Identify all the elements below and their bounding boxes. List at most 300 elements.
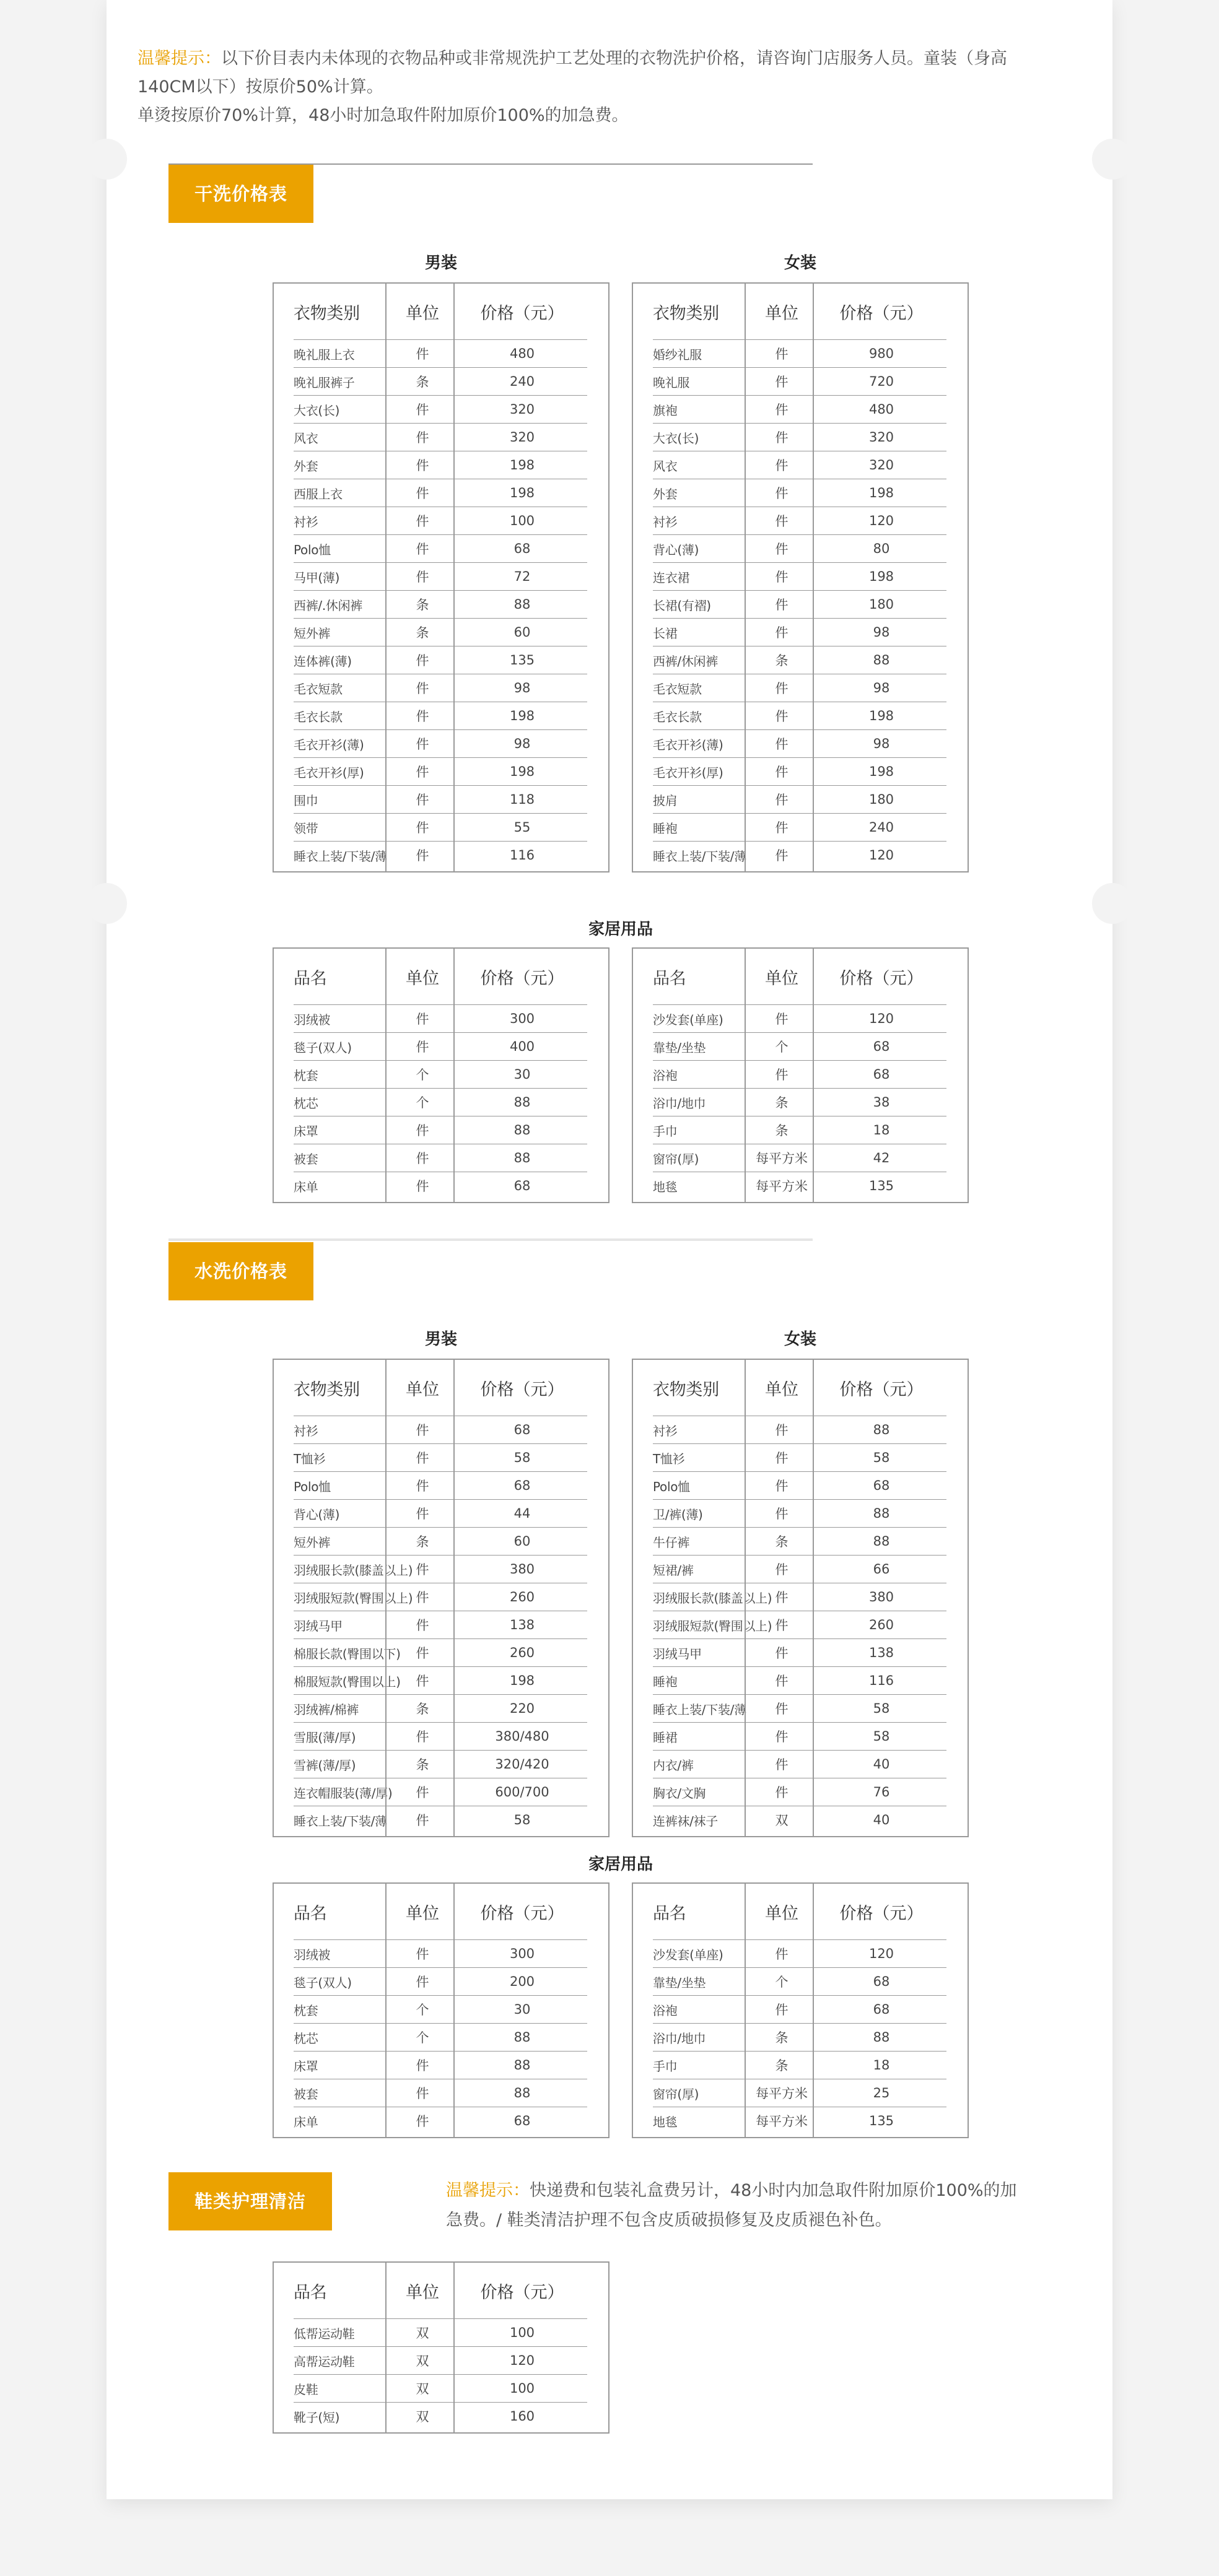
item-name: 羽绒服长款(膝盖以上): [653, 1590, 772, 1606]
item-unit: 件: [416, 1423, 429, 1438]
item-name: 牛仔裤: [653, 1534, 690, 1550]
wet-section-title: 水洗价格表: [168, 1242, 313, 1300]
item-name: Polo恤: [653, 1479, 690, 1494]
item-unit: 条: [416, 1534, 429, 1549]
table-row: [653, 2024, 946, 2052]
column-header: 价格（元）: [839, 1380, 924, 1399]
item-price: 198: [509, 458, 535, 472]
item-name: 浴袍: [653, 2003, 678, 2018]
column-header: 单位: [765, 1904, 798, 1923]
shoes-notice-label: 温馨提示：: [446, 2181, 530, 2200]
item-price: 58: [513, 1450, 531, 1465]
item-unit: 件: [416, 430, 429, 445]
item-price: 68: [513, 541, 531, 556]
item-unit: 件: [775, 1785, 789, 1800]
column-header: 价格（元）: [480, 1904, 564, 1923]
table-row: [294, 1472, 587, 1500]
item-price: 80: [873, 541, 890, 556]
item-unit: 个: [775, 1040, 789, 1055]
item-unit: 件: [775, 1562, 789, 1577]
item-price: 180: [868, 597, 894, 612]
item-name: 窗帘(厚): [653, 2086, 699, 2102]
table-row: [653, 396, 946, 424]
item-name: Polo恤: [294, 1479, 331, 1494]
table-row: [294, 786, 587, 814]
item-unit: 双: [416, 2382, 429, 2396]
item-price: 160: [509, 2409, 535, 2424]
item-unit: 个: [416, 2003, 429, 2017]
item-name: 睡衣上装/下装/薄: [294, 1813, 387, 1829]
table-row: [294, 1583, 587, 1611]
table-row: [653, 674, 946, 702]
table-row: [653, 1556, 946, 1583]
column-header: 品名: [294, 968, 327, 988]
item-price: 120: [868, 1946, 894, 1961]
item-name: 晚礼服上衣: [294, 347, 355, 362]
shoes-notice-body: 快递费和包装礼盒费另计，48小时内加急取件附加原价100%的加急费。/ 鞋类清洁护理不包含皮质破损修复及皮质褪色补色。: [446, 2181, 1017, 2230]
item-price: 320: [868, 458, 894, 472]
table-row: [294, 1416, 587, 1444]
item-unit: 件: [416, 1123, 429, 1138]
table-row: [653, 786, 946, 814]
table-row: [294, 842, 587, 869]
item-price: 198: [509, 764, 535, 779]
table-row: [653, 1500, 946, 1528]
item-name: 毛衣短款: [294, 681, 343, 697]
item-unit: 条: [416, 1702, 429, 1717]
wet-section-divider: [168, 1238, 813, 1241]
item-name: 短外裤: [294, 625, 331, 641]
table-header: [294, 284, 587, 340]
item-unit: 条: [775, 1095, 789, 1110]
item-unit: 件: [775, 1479, 789, 1494]
table-row: [294, 1556, 587, 1583]
item-price: 320: [509, 402, 535, 417]
item-name: 婚纱礼服: [653, 347, 702, 362]
item-name: Polo恤: [294, 542, 331, 557]
item-price: 40: [873, 1757, 890, 1772]
item-unit: 件: [416, 1674, 429, 1689]
table-row: [294, 563, 587, 591]
item-price: 198: [509, 485, 535, 500]
item-name: 睡衣上装/下装/薄: [653, 848, 746, 864]
item-name: 短外裤: [294, 1534, 331, 1550]
item-name: 衬衫: [294, 1423, 318, 1438]
table-row: [653, 702, 946, 730]
item-name: 羽绒被: [294, 1012, 331, 1027]
table-row: [294, 451, 587, 479]
table-row: [653, 1172, 946, 1199]
item-name: 大衣(长): [294, 402, 340, 418]
item-price: 98: [873, 681, 890, 695]
table-header: [294, 1884, 587, 1940]
item-price: 98: [513, 681, 531, 695]
item-unit: 件: [775, 486, 789, 501]
item-price: 138: [509, 1617, 535, 1632]
item-unit: 件: [416, 542, 429, 557]
table-row: [653, 842, 946, 869]
item-unit: 件: [416, 1646, 429, 1661]
item-unit: 件: [416, 1785, 429, 1800]
item-name: 短裙/裤: [653, 1562, 694, 1578]
wet-men-table: [273, 1359, 610, 1837]
item-price: 120: [868, 513, 894, 528]
item-name: 雪服(薄/厚): [294, 1730, 356, 1745]
item-unit: 件: [775, 1618, 789, 1633]
item-name: 睡衣上装/下装/薄: [294, 848, 387, 864]
item-unit: 件: [416, 486, 429, 501]
item-unit: 双: [775, 1813, 789, 1828]
column-header: 单位: [765, 303, 798, 323]
item-name: 羽绒马甲: [294, 1618, 343, 1634]
item-name: 长裙(有褶): [653, 598, 711, 613]
item-unit: 件: [775, 375, 789, 389]
table-row: [294, 702, 587, 730]
item-name: 披肩: [653, 793, 678, 808]
item-unit: 每平方米: [756, 1151, 808, 1166]
item-unit: 件: [416, 653, 429, 668]
dry-home-left-table: [273, 947, 610, 1203]
table-row: [294, 368, 587, 396]
table-row: [653, 1583, 946, 1611]
table-row: [653, 340, 946, 368]
item-name: 羽绒裤/棉裤: [294, 1702, 359, 1717]
table-row: [653, 1778, 946, 1806]
item-price: 88: [513, 1095, 531, 1110]
item-unit: 条: [775, 2030, 789, 2045]
item-name: 浴巾/地巾: [653, 2030, 706, 2046]
item-name: 羽绒服短款(臀围以上): [294, 1590, 413, 1606]
item-name: 西服上衣: [294, 486, 343, 502]
item-unit: 条: [416, 1757, 429, 1772]
table-row: [653, 1968, 946, 1996]
item-price: 88: [873, 2030, 890, 2045]
item-price: 58: [873, 1450, 890, 1465]
item-name: 风衣: [294, 430, 318, 446]
item-unit: 件: [416, 709, 429, 724]
item-unit: 件: [775, 820, 789, 835]
item-price: 68: [873, 1478, 890, 1493]
table-row: [294, 396, 587, 424]
table-row: [653, 1416, 946, 1444]
item-name: 靠垫/坐垫: [653, 1040, 706, 1055]
item-name: 外套: [294, 458, 318, 474]
table-row: [653, 507, 946, 535]
shoes-table: [273, 2261, 610, 2434]
item-unit: 个: [416, 2030, 429, 2045]
item-unit: 件: [775, 402, 789, 417]
item-unit: 件: [416, 570, 429, 585]
item-unit: 件: [775, 570, 789, 585]
table-row: [294, 1778, 587, 1806]
item-unit: 件: [775, 598, 789, 612]
table-header: [653, 1360, 946, 1416]
table-row: [294, 1996, 587, 2024]
table-row: [294, 1806, 587, 1834]
item-unit: 条: [775, 1534, 789, 1549]
item-name: 晚礼服裤子: [294, 375, 355, 390]
table-row: [653, 1695, 946, 1723]
item-price: 100: [509, 513, 535, 528]
column-header: 品名: [653, 968, 686, 988]
column-header: 单位: [406, 968, 439, 988]
column-header: 单位: [406, 1904, 439, 1923]
column-header: 价格（元）: [480, 1380, 564, 1399]
item-name: T恤衫: [653, 1451, 685, 1466]
item-price: 60: [513, 1534, 531, 1549]
table-row: [294, 507, 587, 535]
item-name: 衬衫: [653, 1423, 678, 1438]
item-price: 76: [873, 1785, 890, 1799]
table-row: [294, 340, 587, 368]
shoes-section-title: 鞋类护理清洁: [168, 2172, 332, 2230]
item-name: 枕套: [294, 2003, 318, 2018]
table-row: [653, 1940, 946, 1968]
column-header: 衣物类别: [653, 303, 719, 323]
item-unit: 件: [416, 737, 429, 752]
item-unit: 件: [775, 1012, 789, 1027]
item-price: 116: [509, 848, 535, 863]
item-name: 棉服长款(臀围以下): [294, 1646, 401, 1661]
table-row: [294, 1089, 587, 1116]
item-unit: 件: [416, 1012, 429, 1027]
item-price: 180: [868, 792, 894, 807]
item-price: 55: [513, 820, 531, 835]
item-unit: 件: [775, 1947, 789, 1962]
item-price: 18: [873, 2058, 890, 2073]
item-price: 220: [509, 1701, 535, 1716]
table-row: [653, 1061, 946, 1089]
table-row: [294, 1528, 587, 1556]
item-unit: 件: [416, 1151, 429, 1166]
item-unit: 件: [416, 1730, 429, 1744]
item-unit: 件: [416, 458, 429, 473]
table-row: [653, 451, 946, 479]
wet-women-table: [632, 1359, 969, 1837]
item-price: 88: [513, 2086, 531, 2100]
item-name: 床单: [294, 2114, 318, 2130]
wet-women-title: 女装: [784, 1330, 816, 1349]
table-header: [294, 2263, 587, 2319]
item-name: 浴袍: [653, 1068, 678, 1083]
table-row: [653, 1444, 946, 1472]
item-unit: 件: [416, 1947, 429, 1962]
table-row: [653, 1472, 946, 1500]
table-row: [294, 814, 587, 842]
item-price: 380: [509, 1562, 535, 1577]
table-row: [294, 1667, 587, 1695]
item-price: 58: [873, 1701, 890, 1716]
item-unit: 件: [416, 2058, 429, 2073]
item-name: 沙发套(单座): [653, 1012, 723, 1027]
item-unit: 每平方米: [756, 2086, 808, 2101]
column-header: 价格（元）: [839, 1904, 924, 1923]
item-unit: 件: [775, 1590, 789, 1605]
item-name: 旗袍: [653, 402, 678, 418]
item-name: 毛衣开衫(厚): [653, 765, 723, 780]
table-header: [294, 949, 587, 1005]
item-unit: 件: [775, 347, 789, 362]
item-name: 羽绒马甲: [653, 1646, 702, 1661]
table-row: [653, 424, 946, 451]
table-row: [653, 2107, 946, 2134]
item-unit: 件: [416, 2086, 429, 2101]
table-row: [294, 1061, 587, 1089]
item-unit: 件: [775, 709, 789, 724]
item-unit: 条: [775, 1123, 789, 1138]
item-price: 198: [509, 1673, 535, 1688]
item-name: 床单: [294, 1179, 318, 1194]
item-unit: 件: [775, 625, 789, 640]
table-row: [653, 1144, 946, 1172]
item-price: 68: [513, 1478, 531, 1493]
dry-home-right-table: [632, 947, 969, 1203]
item-name: 雪裤(薄/厚): [294, 1757, 356, 1773]
item-price: 120: [868, 848, 894, 863]
table-row: [653, 563, 946, 591]
item-unit: 件: [775, 1674, 789, 1689]
item-name: 风衣: [653, 458, 678, 474]
item-name: 卫/裤(薄): [653, 1507, 703, 1522]
item-unit: 件: [416, 402, 429, 417]
table-row: [294, 1005, 587, 1033]
item-name: 西裤/休闲裤: [653, 653, 718, 669]
column-header: 品名: [653, 1904, 686, 1923]
item-price: 88: [513, 2030, 531, 2045]
item-unit: 件: [775, 1068, 789, 1082]
item-unit: 件: [775, 1451, 789, 1466]
table-row: [653, 1611, 946, 1639]
table-row: [653, 591, 946, 619]
item-name: 连裤袜/袜子: [653, 1813, 718, 1829]
table-row: [653, 1116, 946, 1144]
item-price: 320: [868, 430, 894, 445]
item-name: 长裙: [653, 625, 678, 641]
item-unit: 个: [416, 1068, 429, 1082]
item-price: 30: [513, 1067, 531, 1082]
item-price: 58: [873, 1729, 890, 1744]
item-name: 毛衣短款: [653, 681, 702, 697]
item-price: 100: [509, 2381, 535, 2396]
item-unit: 件: [775, 1423, 789, 1438]
table-header: [653, 284, 946, 340]
table-row: [653, 1089, 946, 1116]
item-name: 衬衫: [653, 514, 678, 529]
notice-label: 温馨提示：: [138, 49, 221, 68]
item-price: 72: [513, 569, 531, 584]
item-name: 大衣(长): [653, 430, 699, 446]
table-row: [294, 1033, 587, 1061]
item-price: 88: [513, 1151, 531, 1165]
item-price: 40: [873, 1812, 890, 1827]
item-name: 羽绒服长款(膝盖以上): [294, 1562, 413, 1578]
item-name: 毛衣长款: [294, 709, 343, 724]
item-name: 棉服短款(臀围以上): [294, 1674, 401, 1689]
table-row: [294, 479, 587, 507]
item-unit: 双: [416, 2354, 429, 2369]
column-header: 衣物类别: [294, 1380, 360, 1399]
item-price: 600/700: [495, 1785, 549, 1799]
column-header: 品名: [294, 1904, 327, 1923]
item-unit: 件: [416, 848, 429, 863]
item-unit: 件: [416, 1618, 429, 1633]
item-price: 98: [513, 736, 531, 751]
item-unit: 件: [775, 765, 789, 780]
table-row: [294, 2403, 587, 2430]
table-row: [653, 814, 946, 842]
item-price: 44: [513, 1506, 531, 1521]
item-price: 135: [868, 1178, 894, 1193]
item-unit: 每平方米: [756, 2114, 808, 2129]
table-row: [653, 2052, 946, 2079]
item-price: 88: [873, 1534, 890, 1549]
column-header: 价格（元）: [839, 303, 924, 323]
column-header: 单位: [765, 1380, 798, 1399]
table-row: [294, 2375, 587, 2403]
item-unit: 件: [775, 1730, 789, 1744]
table-row: [653, 368, 946, 396]
item-name: 毛衣开衫(厚): [294, 765, 364, 780]
column-header: 衣物类别: [653, 1380, 719, 1399]
item-unit: 件: [775, 1757, 789, 1772]
table-row: [294, 1940, 587, 1968]
item-price: 260: [868, 1617, 894, 1632]
item-price: 60: [513, 625, 531, 640]
item-name: 手巾: [653, 1123, 678, 1139]
item-price: 300: [509, 1946, 535, 1961]
item-price: 240: [868, 820, 894, 835]
table-row: [653, 1639, 946, 1667]
item-unit: 件: [775, 848, 789, 863]
table-row: [294, 1723, 587, 1751]
item-unit: 件: [416, 1507, 429, 1521]
item-unit: 件: [416, 1040, 429, 1055]
item-unit: 件: [775, 681, 789, 696]
item-unit: 件: [416, 514, 429, 529]
shoes-notice-text: [446, 2176, 1028, 2235]
table-row: [294, 1751, 587, 1778]
item-price: 25: [873, 2086, 890, 2100]
item-price: 88: [513, 597, 531, 612]
item-price: 198: [868, 485, 894, 500]
card-notch-right-1: [1092, 139, 1133, 180]
item-price: 380/480: [495, 1729, 549, 1744]
dry-home-title: 家居用品: [588, 920, 653, 939]
wet-home-title: 家居用品: [588, 1855, 653, 1874]
item-name: 毛衣开衫(薄): [294, 737, 364, 752]
item-name: 晚礼服: [653, 375, 690, 390]
item-unit: 条: [416, 598, 429, 612]
item-unit: 每平方米: [756, 1179, 808, 1194]
table-header: [653, 1884, 946, 1940]
item-unit: 条: [775, 2058, 789, 2073]
item-unit: 件: [416, 1562, 429, 1577]
item-unit: 件: [775, 737, 789, 752]
item-unit: 件: [416, 1179, 429, 1194]
item-price: 68: [513, 1422, 531, 1437]
dry-section-title: 干洗价格表: [168, 165, 313, 223]
item-name: 背心(薄): [653, 542, 699, 557]
dry-men-title: 男装: [424, 254, 457, 272]
item-price: 135: [868, 2113, 894, 2128]
item-price: 260: [509, 1590, 535, 1604]
item-name: 连衣裙: [653, 570, 690, 585]
item-name: 胸衣/文胸: [653, 1785, 706, 1801]
item-name: 毯子(双人): [294, 1975, 352, 1990]
item-name: 低帮运动鞋: [294, 2326, 355, 2341]
table-row: [653, 2079, 946, 2107]
card-notch-left-1: [86, 139, 127, 180]
